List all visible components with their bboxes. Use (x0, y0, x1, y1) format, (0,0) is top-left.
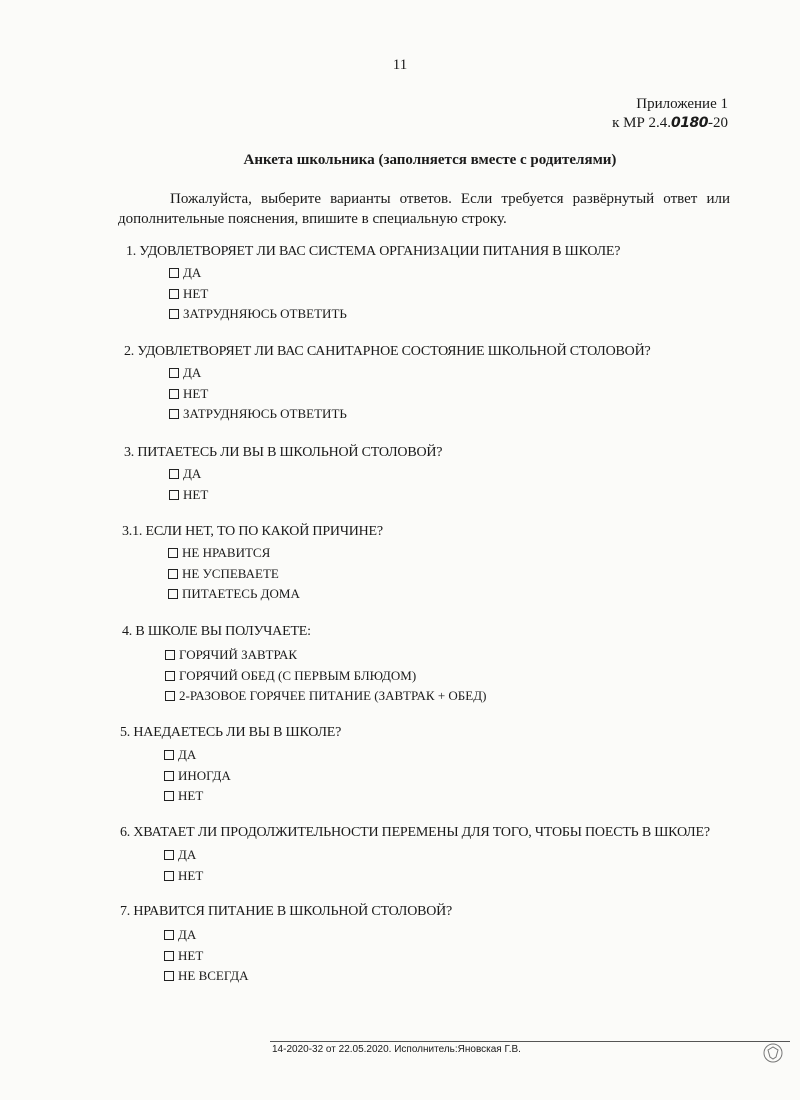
appendix-line-2 (612, 114, 728, 133)
checkbox-icon[interactable] (169, 490, 179, 500)
checkbox-icon[interactable] (169, 268, 179, 278)
option-q3-1-dislike[interactable] (168, 543, 300, 564)
checkbox-icon[interactable] (164, 850, 174, 860)
option-label: НЕ ВСЕГДА (178, 968, 249, 983)
option-label: ЗАТРУДНЯЮСЬ ОТВЕТИТЬ (183, 306, 347, 321)
option-q6-yes[interactable] (164, 845, 203, 866)
checkbox-icon[interactable] (165, 691, 175, 701)
question-6: 6. ХВАТАЕТ ЛИ ПРОДОЛЖИТЕЛЬНОСТИ ПЕРЕМЕНЫ ДЛЯ ТОГО, ЧТОБЫ ПОЕСТЬ В ШКОЛЕ? (120, 825, 710, 840)
option-q4-breakfast[interactable] (165, 645, 486, 666)
option-label: ДА (183, 265, 202, 280)
checkbox-icon[interactable] (165, 650, 175, 660)
checkbox-icon[interactable] (164, 930, 174, 940)
option-label: ГОРЯЧИЙ ОБЕД (С ПЕРВЫМ БЛЮДОМ) (179, 667, 417, 683)
options-q7 (164, 925, 249, 987)
option-label: НЕТ (178, 947, 204, 963)
question-3-1: 3.1. ЕСЛИ НЕТ, ТО ПО КАКОЙ ПРИЧИНЕ? (122, 524, 383, 539)
option-label: ЗАТРУДНЯЮСЬ ОТВЕТИТЬ (183, 406, 347, 421)
option-q1-no[interactable] (169, 284, 347, 305)
option-label: НЕТ (183, 486, 209, 502)
option-label: ГОРЯЧИЙ ЗАВТРАК (179, 647, 298, 662)
option-q2-unsure[interactable] (169, 404, 347, 425)
checkbox-icon[interactable] (169, 409, 179, 419)
checkbox-icon[interactable] (169, 309, 179, 319)
checkbox-icon[interactable] (169, 389, 179, 399)
question-2: 2. УДОВЛЕТВОРЯЕТ ЛИ ВАС САНИТАРНОЕ СОСТОЯНИЕ ШКОЛЬНОЙ СТОЛОВОЙ? (124, 344, 651, 359)
options-q1 (169, 263, 347, 325)
question-5: 5. НАЕДАЕТЕСЬ ЛИ ВЫ В ШКОЛЕ? (120, 725, 342, 740)
option-label: ДА (183, 365, 202, 380)
options-q5 (164, 745, 231, 807)
option-q7-yes[interactable] (164, 925, 249, 946)
option-label: НЕ УСПЕВАЕТЕ (182, 565, 279, 581)
checkbox-icon[interactable] (168, 548, 178, 558)
option-q3-yes[interactable] (169, 464, 208, 485)
options-q4 (165, 645, 486, 707)
option-q2-no[interactable] (169, 384, 347, 405)
intro-paragraph: Пожалуйста, выберите варианты ответов. Если требуется развёрнутый ответ или дополнительные пояснения, впишите в специальную строку. (118, 191, 730, 227)
checkbox-icon[interactable] (164, 750, 174, 760)
option-label: НЕТ (178, 788, 204, 803)
checkbox-icon[interactable] (168, 589, 178, 599)
option-q7-not-always[interactable] (164, 966, 249, 987)
checkbox-icon[interactable] (165, 671, 175, 681)
option-q3-1-home[interactable] (168, 584, 300, 605)
appendix-line-1: Приложение 1 (636, 96, 728, 112)
option-label: ИНОГДА (178, 767, 231, 783)
checkbox-icon[interactable] (169, 469, 179, 479)
option-label: ДА (183, 466, 202, 481)
option-q6-no[interactable] (164, 866, 203, 887)
document-title: Анкета школьника (заполняется вместе с родителями) (243, 152, 617, 168)
question-3: 3. ПИТАЕТЕСЬ ЛИ ВЫ В ШКОЛЬНОЙ СТОЛОВОЙ? (124, 445, 443, 460)
option-label: ПИТАЕТЕСЬ ДОМА (182, 586, 300, 601)
checkbox-icon[interactable] (168, 569, 178, 579)
checkbox-icon[interactable] (164, 771, 174, 781)
option-label: 2-РАЗОВОЕ ГОРЯЧЕЕ ПИТАНИЕ (ЗАВТРАК + ОБЕД) (179, 688, 487, 703)
option-label: ДА (178, 747, 197, 762)
appendix-suffix: -20 (708, 115, 728, 131)
options-q2 (169, 363, 347, 425)
option-label: НЕТ (183, 285, 209, 301)
option-q7-no[interactable] (164, 946, 249, 967)
option-q2-yes[interactable] (169, 363, 347, 384)
option-q4-lunch[interactable] (165, 666, 486, 687)
option-label: НЕ НРАВИТСЯ (182, 545, 271, 560)
option-label: ДА (178, 847, 197, 862)
option-q1-yes[interactable] (169, 263, 347, 284)
appendix-header (612, 95, 728, 133)
option-label: НЕТ (178, 867, 204, 883)
option-q4-both[interactable] (165, 686, 486, 707)
handwritten-number: 0180 (671, 115, 708, 131)
option-label: НЕТ (183, 385, 209, 401)
options-q6 (164, 845, 203, 886)
checkbox-icon[interactable] (164, 791, 174, 801)
appendix-prefix: к МР 2.4. (612, 115, 672, 131)
option-q5-sometimes[interactable] (164, 766, 231, 787)
footer-registration: 14-2020-32 от 22.05.2020. Исполнитель:Яновская Г.В. (272, 1044, 521, 1055)
options-q3-1 (168, 543, 300, 605)
option-q5-no[interactable] (164, 786, 231, 807)
option-q3-no[interactable] (169, 485, 208, 506)
footer-divider (270, 1041, 790, 1042)
page-number: 11 (392, 57, 408, 73)
question-4: 4. В ШКОЛЕ ВЫ ПОЛУЧАЕТЕ: (122, 624, 311, 639)
checkbox-icon[interactable] (164, 871, 174, 881)
question-7: 7. НРАВИТСЯ ПИТАНИЕ В ШКОЛЬНОЙ СТОЛОВОЙ? (120, 904, 453, 919)
question-1: 1. УДОВЛЕТВОРЯЕТ ЛИ ВАС СИСТЕМА ОРГАНИЗАЦИИ ПИТАНИЯ В ШКОЛЕ? (126, 244, 621, 259)
option-q5-yes[interactable] (164, 745, 231, 766)
checkbox-icon[interactable] (164, 951, 174, 961)
checkbox-icon[interactable] (164, 971, 174, 981)
options-q3 (169, 464, 208, 505)
checkbox-icon[interactable] (169, 289, 179, 299)
option-q1-unsure[interactable] (169, 304, 347, 325)
option-q3-1-no-time[interactable] (168, 564, 300, 585)
option-label: ДА (178, 927, 197, 942)
emblem-icon (762, 1042, 784, 1064)
checkbox-icon[interactable] (169, 368, 179, 378)
